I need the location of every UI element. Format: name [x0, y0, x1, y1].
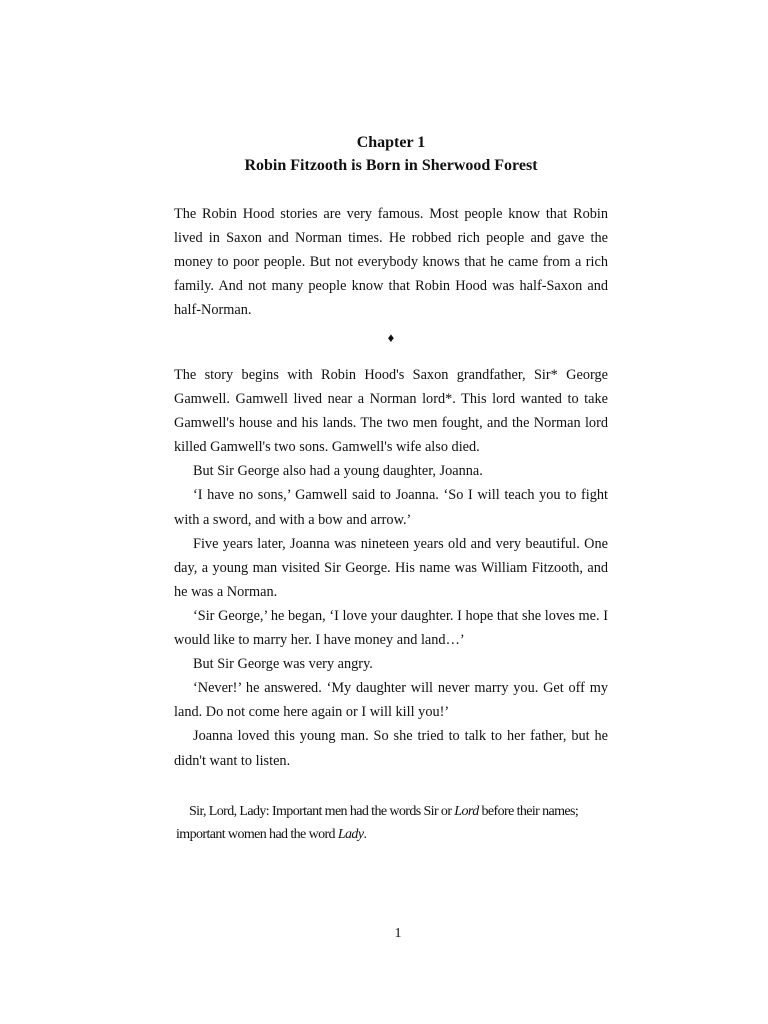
- footnote-text: important women had the word: [176, 827, 338, 842]
- footnote-line: [176, 800, 616, 823]
- intro-section: [174, 202, 608, 322]
- story-paragraph: But Sir George was very angry.: [193, 656, 373, 673]
- story-paragraph: ‘Never!’ he answered. ‘My daughter will never marry you. Get off my land. Do not come here again or I will kill you!’: [174, 680, 608, 721]
- intro-paragraph: The Robin Hood stories are very famous. Most people know that Robin lived in Saxon and Norman times. He robbed rich people and gave the money to poor people. But not everybody knows that he came from a rich family. And not many people know that Robin Hood was half-Saxon and half-Norman.: [174, 206, 608, 319]
- page-number: 1: [394, 926, 402, 941]
- story-paragraph: Joanna loved this young man. So she tried to talk to her father, but he didn't want to listen.: [174, 728, 608, 769]
- footnote-text: .: [363, 827, 367, 842]
- story-paragraph: Five years later, Joanna was nineteen years old and very beautiful. One day, a young man visited Sir George. His name was William Fitzooth, and he was a Norman.: [174, 535, 608, 600]
- story-paragraph: ‘I have no sons,’ Gamwell said to Joanna. ‘So I will teach you to fight with a sword, and with a bow and arrow.’: [174, 487, 608, 528]
- footnote-italic-term: Lady: [337, 827, 364, 842]
- story-section: [174, 363, 608, 773]
- footnote-italic-term: Lord: [454, 804, 479, 819]
- chapter-number: Chapter 1: [356, 134, 426, 151]
- footnote-text: before their names;: [478, 804, 579, 819]
- story-paragraph: ‘Sir George,’ he began, ‘I love your daughter. I hope that she loves me. I would like to marry her. I have money and land…’: [174, 607, 608, 649]
- section-separator: ♦: [387, 330, 395, 345]
- story-paragraph: But Sir George also had a young daughter, Joanna.: [193, 463, 483, 480]
- chapter-title: Robin Fitzooth is Born in Sherwood Forest: [244, 157, 538, 174]
- story-paragraph: The story begins with Robin Hood's Saxon grandfather, Sir* George Gamwell. Gamwell lived near a Norman lord*. This lord wanted to take Gamwell's house and his lands. The two men fought, and the Norman lord killed Gamwell's two sons. Gamwell's wife also died.: [174, 367, 608, 456]
- footnote-line: [176, 823, 616, 846]
- footnote-text: Sir, Lord, Lady: Important men had the words Sir or: [189, 804, 455, 819]
- glossary-footnote: [176, 800, 616, 846]
